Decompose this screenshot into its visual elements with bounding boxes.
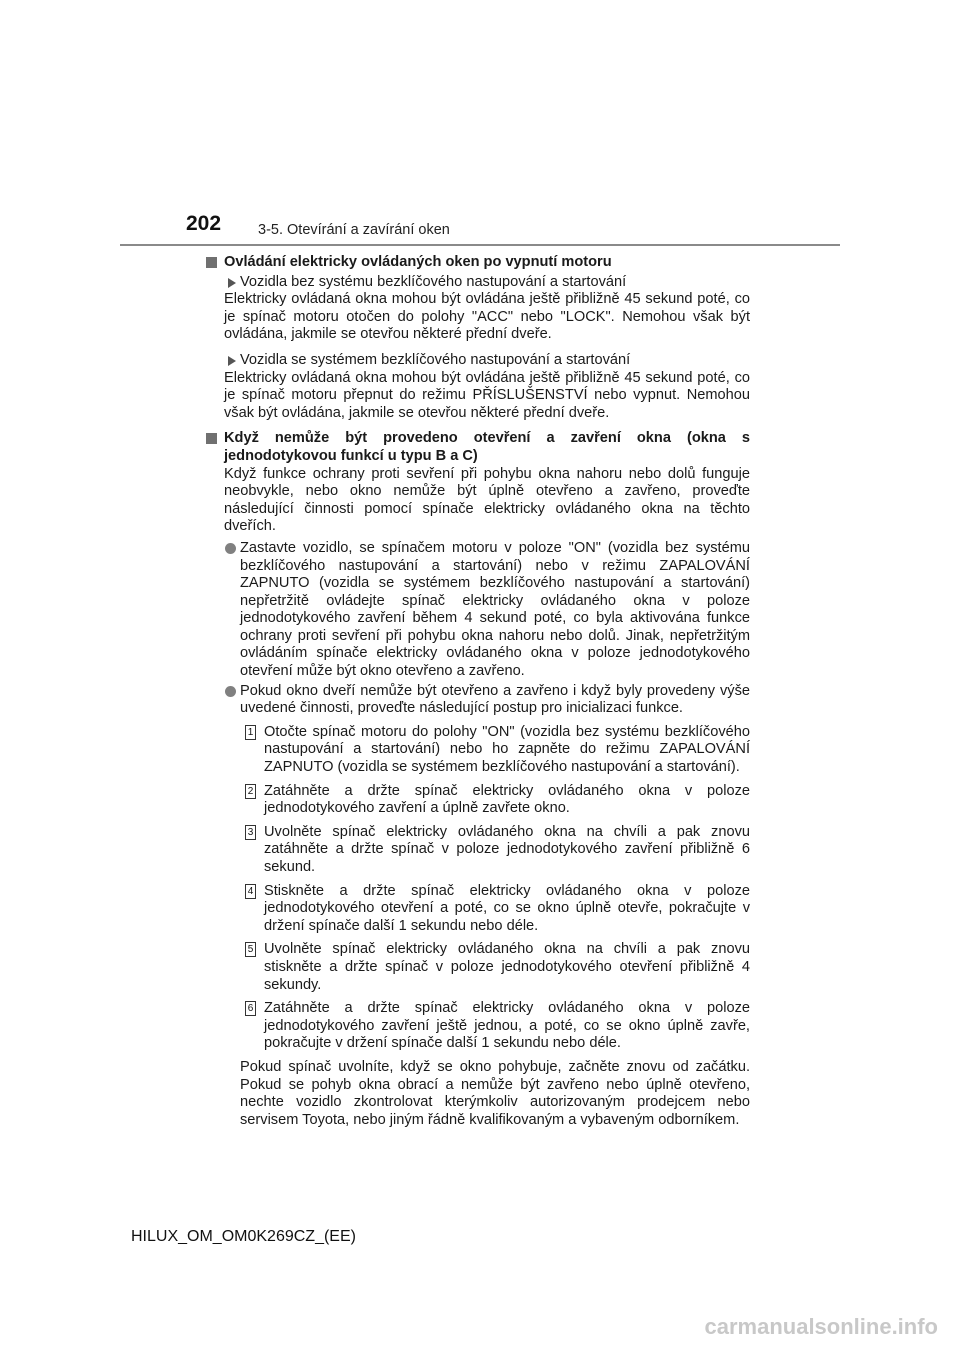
step-list: [240, 724, 750, 1053]
triangle-bullet-icon: [228, 278, 236, 288]
step-item: [240, 883, 750, 936]
bullet-text: Pokud okno dveří nemůže být otevřeno a zavřeno i když byly provedeny výše uvedené činnosti, proveďte následující postup pro inicializaci funkce.: [240, 682, 750, 717]
page-header: [0, 0, 960, 250]
document-code: HILUX_OM_OM0K269CZ_(EE): [131, 1228, 356, 1245]
step-text: Otočte spínač motoru do polohy "ON" (vozidla bez systému bezklíčového nastupování a startování) nebo ho zapněte do režimu ZAPALOVÁNÍ ZAPNUTO (vozidla se systémem bezklíčového nastupování a startování).: [264, 723, 750, 776]
circle-bullet-icon: [225, 543, 236, 554]
page-content: [206, 254, 750, 1136]
chapter-title: 3-5. Otevírání a zavírání oken: [258, 222, 450, 238]
procedure-note: Pokud spínač uvolníte, když se okno pohybuje, začněte znovu od začátku. Pokud se pohyb okna obrací a nemůže být zavřeno nebo úplně otevřeno, nechte vozidlo zkontrolovat kterýmkoliv autorizovaným prodejcem nebo servisem Toyota, nebo jiným řádně kvalifikovaným a vybaveným odborníkem.: [240, 1058, 750, 1128]
header-rule: [120, 244, 840, 246]
bullet-item: [224, 540, 750, 681]
step-text: Zatáhněte a držte spínač elektricky ovládaného okna v poloze jednodotykového zavření a úplně zavřete okno.: [264, 782, 750, 817]
step-number: 5: [245, 942, 256, 957]
section-square-icon: [206, 433, 217, 444]
section-power-windows-after-engine-off: [206, 254, 750, 422]
bullet-text: Zastavte vozidlo, se spínačem motoru v poloze "ON" (vozidla bez systému bezklíčového nastupování a startování) nebo v režimu ZAPALOVÁNÍ ZAPNUTO (vozidla se systémem bezklíčového nastupování a startování) nepřetržitě ovládejte spínač elektricky ovládaného okna v poloze jednodotykového zavření během 4 sekund poté, co byla aktivována funkce ochrany proti sevření při pohybu okna nahoru nebo dolů. Jinak, nepřetržitým ovládáním spínače elektricky ovládaného okna v poloze jednodotykového otevření může být okno otevřeno a zavřeno.: [240, 539, 750, 680]
step-number: 4: [245, 884, 256, 899]
step-number: 6: [245, 1001, 256, 1016]
subsection-text: Elektricky ovládaná okna mohou být ovládána ještě přibližně 45 sekund poté, co je spínač motoru přepnut do režimu PŘÍSLUŠENSTVÍ nebo vypnut. Nemohou však být ovládána, jakmile se otevřou některé přední dveře.: [224, 369, 750, 421]
subsection-label: [224, 274, 750, 292]
section-intro: Když funkce ochrany proti sevření při pohybu okna nahoru nebo dolů funguje neobvykle, nebo okno nemůže být úplně otevřeno a zavřeno, proveďte následující činnosti pomocí spínače elektricky ovládaného okna na těchto dveřích.: [224, 465, 750, 535]
step-item: [240, 724, 750, 777]
step-text: Uvolněte spínač elektricky ovládaného okna na chvíli a pak znovu stiskněte a držte spínač v poloze jednodotykového otevření přibližně 4 sekundy.: [264, 941, 750, 993]
page-number: 202: [186, 212, 222, 235]
circle-bullet-icon: [225, 686, 236, 697]
step-number: 2: [245, 784, 256, 799]
step-number: 3: [245, 825, 256, 840]
subsection-label: [224, 352, 750, 370]
watermark: carmanualsonline.info: [704, 1314, 938, 1339]
section-title: Když nemůže být provedeno otevření a zavření okna (okna s jednodotykovou funkcí u typu B a C): [224, 430, 750, 464]
subsection-text: Elektricky ovládaná okna mohou být ovládána ještě přibližně 45 sekund poté, co je spínač motoru otočen do polohy "ACC" nebo "LOCK". Nemohou však být ovládána, jakmile se otevřou některé přední dveře.: [224, 291, 750, 343]
bullet-item: [224, 683, 750, 718]
step-text: Zatáhněte a držte spínač elektricky ovládaného okna v poloze jednodotykového zavření ještě jednou, a poté, co se okno úplně zavře, pokračujte v držení spínače další 1 sekundu nebo déle.: [264, 1000, 750, 1052]
section-window-cannot-open-close: [206, 430, 750, 1129]
step-item: [240, 783, 750, 818]
step-item: [240, 1000, 750, 1053]
step-text: Stiskněte a držte spínač elektricky ovládaného okna v poloze jednodotykového otevření a poté, co se okno úplně otevře, pokračujte v držení spínače další 1 sekundu nebo déle.: [264, 882, 750, 934]
step-number: 1: [245, 725, 256, 740]
triangle-bullet-icon: [228, 356, 236, 366]
section-square-icon: [206, 257, 217, 268]
step-item: [240, 941, 750, 994]
subsection-label-text: Vozidla se systémem bezklíčového nastupování a startování: [240, 351, 631, 368]
step-text: Uvolněte spínač elektricky ovládaného okna na chvíli a pak znovu zatáhněte a držte spínač v poloze jednodotykového zavření přibližně 6 sekund.: [264, 823, 750, 875]
step-item: [240, 824, 750, 877]
section-title: Ovládání elektricky ovládaných oken po vypnutí motoru: [224, 254, 612, 270]
subsection-label-text: Vozidla bez systému bezklíčového nastupování a startování: [240, 273, 627, 290]
